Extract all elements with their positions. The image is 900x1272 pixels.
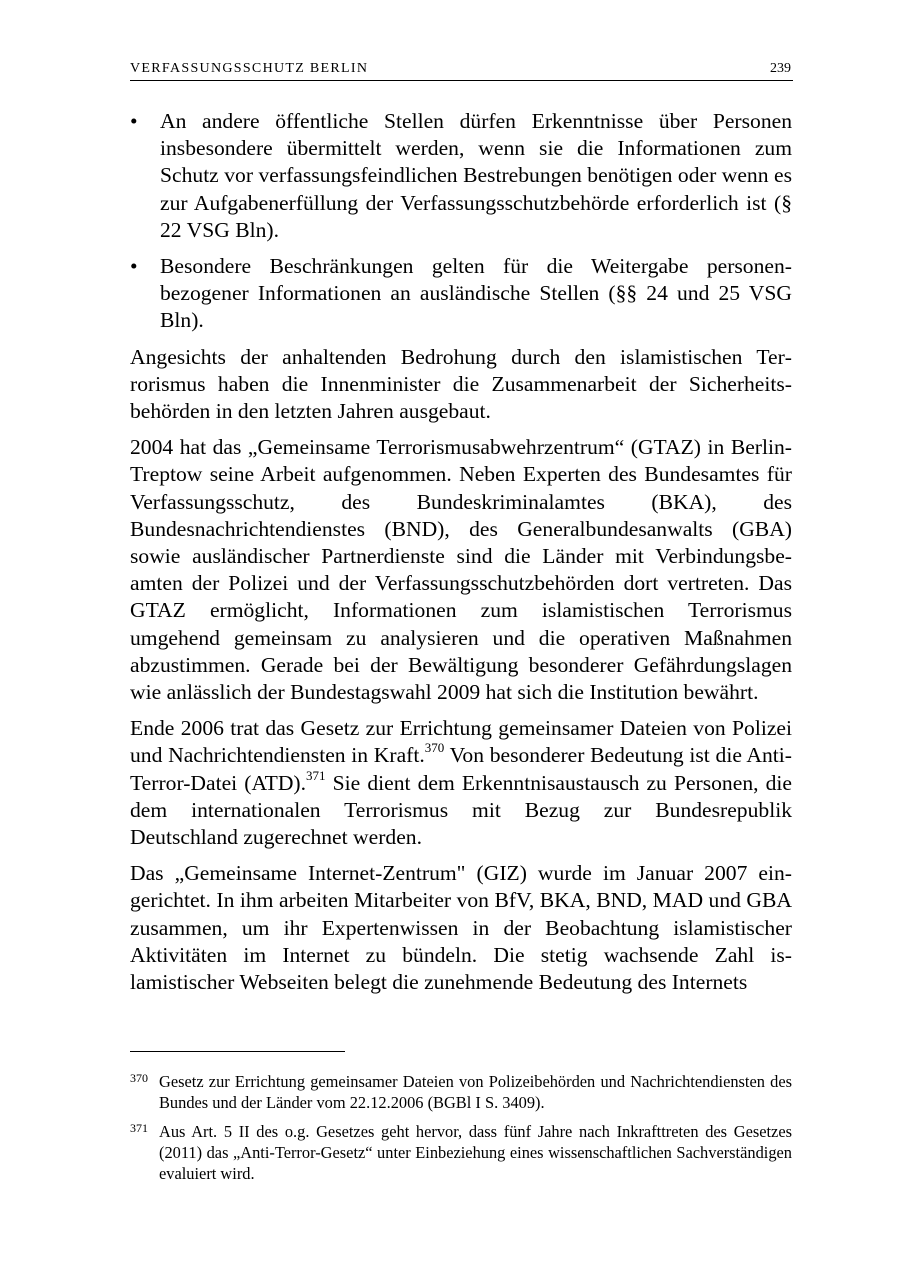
paragraph: 2004 hat das „Gemeinsame Terrorismusabwehrzentrum“ (GTAZ) in Berlin-Treptow seine Arbeit aufgenommen. Neben Experten des Bundesamtes für Verfassungsschutz, des Bundeskriminalamtes (BKA), des Bundesnachrichtendienstes (BND), des Generalbundesanwalts (GBA) sowie ausländischer Partnerdienste sind die Länder mit Verbindungsbeamten der Polizei und der Verfassungsschutzbehörden dort vertreten. Das GTAZ ermöglicht, Informationen zum islamistischen Terrorismus umgehend gemeinsam zu analysieren und die operativen Maßnahmen abzustimmen. Gerade bei der Bewältigung besonderer Gefährdungslagen wie anlässlich der Bundestagswahl 2009 hat sich die Institution bewährt. [130,435,792,705]
paragraph-text: Von besonderer Bedeutung ist die Anti-Terror-Datei (ATD). [130,743,792,795]
bullet-item [130,253,792,335]
footnote-ref-370: 370 [424,740,445,756]
paragraph [130,715,792,851]
footnote-number: 371 [130,1121,148,1135]
footnote-text: Aus Art. 5 II des o.g. Gesetzes geht hervor, dass fünf Jahre nach Inkrafttreten des Gesetzes (2011) das „Anti-Terror-Gesetz“ unter Einbeziehung eines wissenschaftlichen Sachverständigen evaluiert wird. [159,1122,792,1183]
bullet-text: An andere öffentliche Stellen dürfen Erkenntnisse über Personen insbesondere übermittelt werden, wenn sie die Informationen zum Schutz vor verfassungsfeindlichen Bestrebungen benötigen oder wenn es zur Aufgabenerfüllung der Verfassungsschutzbehörde erforderlich ist (§ 22 VSG Bln). [160,109,792,242]
bullet-item [130,108,792,244]
bullet-text: Besondere Beschränkungen gelten für die Weitergabe personenbezogener Informationen an ausländische Stellen (§§ 24 und 25 VSG Bln). [160,254,792,333]
paragraph-text: Sie dient dem Erkenntnisaustausch zu Personen, die dem internationalen Terrorismus mit Bezug zur Bundesrepublik Deutschland zugerechnet werden. [130,770,792,850]
paragraph-text: Ende 2006 trat das Gesetz zur Errichtung gemeinsamer Dateien von Polizei und Nachrichtendiensten in Kraft. [130,716,792,768]
bullet-icon: • [130,254,138,279]
running-header [130,58,793,81]
footnote-number: 370 [130,1071,148,1085]
footnote-ref-371: 371 [306,767,326,783]
bullet-icon: • [130,109,138,133]
footnote-divider [130,1051,345,1052]
footnotes [130,1071,792,1192]
footnote [130,1071,792,1113]
paragraph: Angesichts der anhaltenden Bedrohung durch den islamistischen Terrorismus haben die Innenminister die Zusammenarbeit der Sicherheitsbehörden in den letzten Jahren ausgebaut. [130,344,792,424]
footnote [130,1121,792,1184]
header-title: VERFASSUNGSSCHUTZ BERLIN [130,61,369,76]
footnote-text: Gesetz zur Errichtung gemeinsamer Dateien von Polizeibehörden und Nachrichtendiensten des Bundes und der Länder vom 22.12.2006 (BGBl I S. 3409). [159,1072,792,1112]
page-number: 239 [770,61,791,76]
main-text [130,108,792,1005]
paragraph: Das „Gemeinsame Internet-Zentrum" (GIZ) wurde im Januar 2007 eingerichtet. In ihm arbeiten Mitarbeiter von BfV, BKA, BND, MAD und GBA zusammen, um ihr Expertenwissen in der Beobachtung islamistischer Aktivitäten im Internet zu bündeln. Die stetig wachsende Zahl islamistischer Webseiten belegt die zunehmende Bedeutung des Internets [130,861,792,995]
